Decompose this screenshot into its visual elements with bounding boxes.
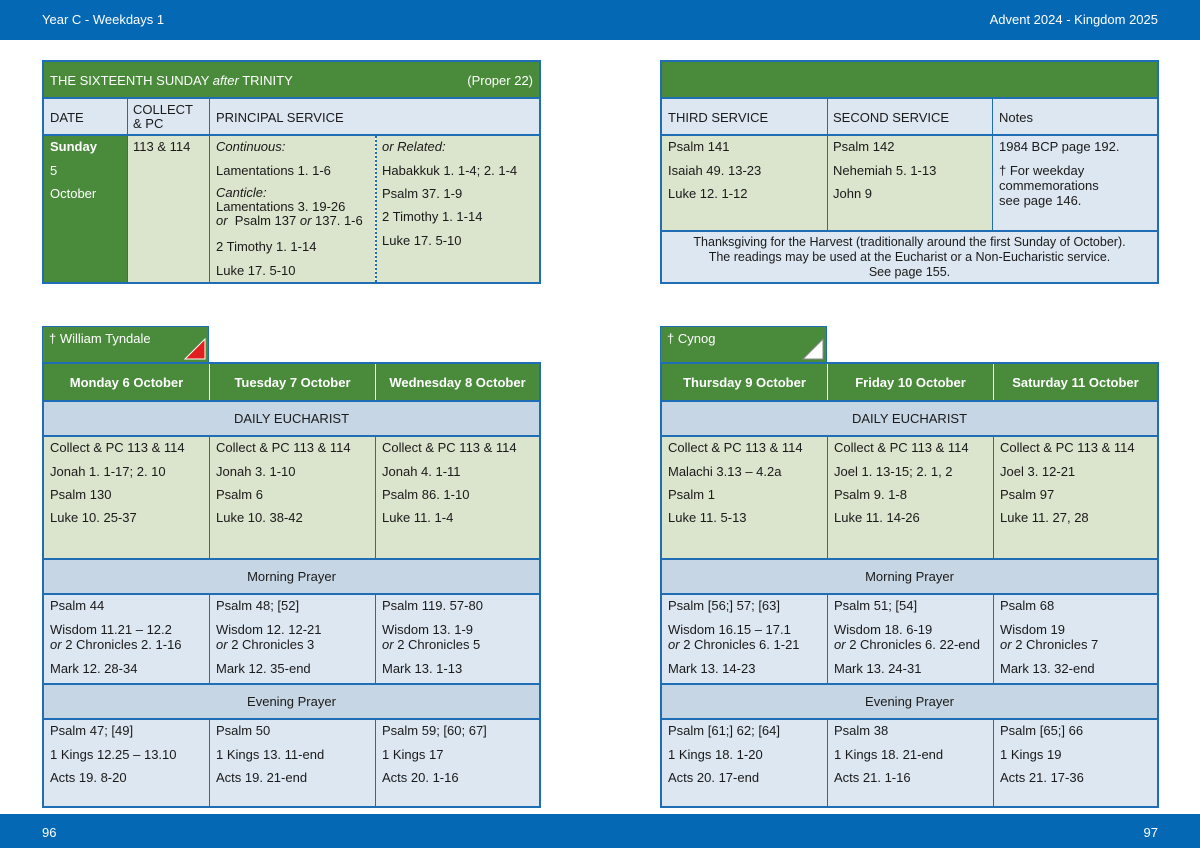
continuous-label: Continuous: bbox=[216, 139, 286, 154]
evening-tue-2: 1 Kings 13. 11-end bbox=[216, 747, 325, 762]
third-reading-3: Luke 12. 1-12 bbox=[668, 186, 748, 201]
continuous-reading-3: 2 Timothy 1. 1-14 bbox=[216, 239, 317, 254]
evening-mon-2: 1 Kings 12.25 – 13.10 bbox=[50, 747, 177, 762]
evening-prayer-label-right: Evening Prayer bbox=[662, 683, 1157, 720]
evening-mon-1: Psalm 47; [49] bbox=[50, 723, 134, 738]
page-footer bbox=[0, 814, 1200, 848]
or-1: or bbox=[216, 213, 228, 228]
eucharist-block-left bbox=[44, 437, 539, 558]
morning-thu-1: Psalm [56;] 57; [63] bbox=[668, 598, 781, 613]
morning-prayer-label-right: Morning Prayer bbox=[662, 558, 1157, 595]
morning-mon-3: 2 Chronicles 2. 1-16 bbox=[65, 637, 182, 652]
evening-prayer-label-left: Evening Prayer bbox=[44, 683, 539, 720]
morning-fri-3: 2 Chronicles 6. 22-end bbox=[849, 637, 980, 652]
evening-thu-1: Psalm [61;] 62; [64] bbox=[668, 723, 781, 738]
sunday-collect-cell bbox=[128, 136, 209, 282]
morning-sat-4: Mark 13. 32-end bbox=[1000, 661, 1095, 676]
morning-mon-2: Wisdom 11.21 – 12.2 bbox=[50, 622, 172, 637]
eucharist-mon-1: Collect & PC 113 & 114 bbox=[50, 440, 185, 455]
morning-tue-3: 2 Chronicles 3 bbox=[231, 637, 315, 652]
evening-wed-3: Acts 20. 1-16 bbox=[382, 770, 459, 785]
eucharist-sat-4: Luke 11. 27, 28 bbox=[1000, 510, 1089, 525]
evening-sat-2: 1 Kings 19 bbox=[1000, 747, 1062, 762]
third-service-header: THIRD SERVICE bbox=[668, 110, 769, 125]
evening-tue-3: Acts 19. 21-end bbox=[216, 770, 308, 785]
eucharist-wed-2: Jonah 4. 1-11 bbox=[382, 464, 461, 479]
notes-cell bbox=[993, 136, 1157, 230]
commemoration-tag-left bbox=[42, 326, 209, 363]
evening-fri-2: 1 Kings 18. 21-end bbox=[834, 747, 944, 762]
eucharist-sat-1: Collect & PC 113 & 114 bbox=[1000, 440, 1135, 455]
day-header-saturday: Saturday 11 October bbox=[1012, 374, 1139, 390]
eucharist-mon-4: Luke 10. 25-37 bbox=[50, 510, 137, 525]
canticle-label: Canticle: bbox=[216, 185, 267, 200]
morning-fri-2: Wisdom 18. 6-19 bbox=[834, 622, 933, 637]
morning-mon-4: Mark 12. 28-34 bbox=[50, 661, 138, 676]
evening-sat-1: Psalm [65;] 66 bbox=[1000, 723, 1084, 738]
morning-fri-or: or bbox=[834, 637, 846, 652]
related-reading-2: Psalm 37. 1-9 bbox=[382, 186, 463, 201]
morning-wed-2: Wisdom 13. 1-9 bbox=[382, 622, 474, 637]
eucharist-sat-3: Psalm 97 bbox=[1000, 487, 1055, 502]
red-triangle-icon bbox=[184, 338, 206, 360]
eucharist-mon-3: Psalm 130 bbox=[50, 487, 112, 502]
related-label: or Related: bbox=[382, 139, 446, 154]
commemoration-tag-right bbox=[660, 326, 827, 363]
sunday-title-after: after bbox=[212, 73, 239, 88]
morning-block-right bbox=[662, 595, 1157, 683]
sunday-title-bar bbox=[44, 62, 539, 97]
eucharist-fri-2: Joel 1. 13-15; 2. 1, 2 bbox=[834, 464, 953, 479]
psalm-alt: Psalm 137 bbox=[234, 213, 297, 228]
continuous-reading-4: Luke 17. 5-10 bbox=[216, 263, 296, 278]
white-triangle-icon bbox=[802, 338, 824, 360]
second-reading-1: Psalm 142 bbox=[833, 139, 895, 154]
morning-mon-1: Psalm 44 bbox=[50, 598, 105, 613]
evening-block-right bbox=[662, 720, 1157, 806]
notes-line-4: see page 146. bbox=[999, 193, 1082, 208]
daily-eucharist-label-left: DAILY EUCHARIST bbox=[44, 400, 539, 437]
related-reading-4: Luke 17. 5-10 bbox=[382, 233, 462, 248]
morning-mon-or: or bbox=[50, 637, 62, 652]
eucharist-thu-1: Collect & PC 113 & 114 bbox=[668, 440, 803, 455]
header-left: Year C - Weekdays 1 bbox=[42, 12, 165, 27]
eucharist-tue-3: Psalm 6 bbox=[216, 487, 263, 502]
eucharist-tue-1: Collect & PC 113 & 114 bbox=[216, 440, 351, 455]
evening-wed-1: Psalm 59; [60; 67] bbox=[382, 723, 487, 738]
proper-label: (Proper 22) bbox=[467, 73, 533, 88]
page-header bbox=[0, 0, 1200, 40]
sunday-right-table bbox=[660, 60, 1159, 284]
day-header-tuesday: Tuesday 7 October bbox=[234, 374, 351, 390]
page-number-left: 96 bbox=[42, 825, 57, 840]
eucharist-thu-3: Psalm 1 bbox=[668, 487, 715, 502]
morning-wed-3: 2 Chronicles 5 bbox=[397, 637, 481, 652]
day-header-monday: Monday 6 October bbox=[69, 374, 184, 390]
sunday-title: THE SIXTEENTH SUNDAY bbox=[50, 73, 210, 88]
morning-sat-2: Wisdom 19 bbox=[1000, 622, 1066, 637]
morning-thu-4: Mark 13. 14-23 bbox=[668, 661, 756, 676]
collect-header: COLLECT bbox=[133, 102, 193, 117]
second-service-header: SECOND SERVICE bbox=[833, 110, 950, 125]
eucharist-sat-2: Joel 3. 12-21 bbox=[1000, 464, 1076, 479]
or-2: or bbox=[299, 213, 312, 228]
evening-thu-2: 1 Kings 18. 1-20 bbox=[668, 747, 763, 762]
related-reading-3: 2 Timothy 1. 1-14 bbox=[382, 209, 483, 224]
morning-thu-or: or bbox=[668, 637, 680, 652]
morning-sat-1: Psalm 68 bbox=[1000, 598, 1055, 613]
eucharist-wed-3: Psalm 86. 1-10 bbox=[382, 487, 470, 502]
morning-prayer-label-left: Morning Prayer bbox=[44, 558, 539, 595]
morning-wed-or: or bbox=[382, 637, 394, 652]
sunday-title-end: TRINITY bbox=[242, 73, 293, 88]
morning-thu-2: Wisdom 16.15 – 17.1 bbox=[668, 622, 791, 637]
sunday-header-row bbox=[44, 99, 539, 134]
harvest-line-2: The readings may be used at the Eucharist or a Non-Eucharistic service. bbox=[708, 250, 1111, 264]
date-header: DATE bbox=[50, 110, 84, 125]
morning-fri-4: Mark 13. 24-31 bbox=[834, 661, 922, 676]
morning-tue-1: Psalm 48; [52] bbox=[216, 598, 300, 613]
eucharist-thu-2: Malachi 3.13 – 4.2a bbox=[668, 464, 782, 479]
morning-tue-or: or bbox=[216, 637, 228, 652]
second-service-cell bbox=[828, 136, 992, 230]
eucharist-tue-2: Jonah 3. 1-10 bbox=[216, 464, 296, 479]
eucharist-tue-4: Luke 10. 38-42 bbox=[216, 510, 303, 525]
notes-line-1: 1984 BCP page 192. bbox=[999, 139, 1120, 154]
collect-value: 113 & 114 bbox=[133, 139, 191, 154]
evening-mon-3: Acts 19. 8-20 bbox=[50, 770, 127, 785]
week-table-left bbox=[42, 362, 541, 808]
evening-block-left bbox=[44, 720, 539, 806]
second-reading-2: Nehemiah 5. 1-13 bbox=[833, 163, 937, 178]
related-reading-1: Habakkuk 1. 1-4; 2. 1-4 bbox=[382, 163, 518, 178]
continuous-cell bbox=[210, 136, 375, 282]
third-service-cell bbox=[662, 136, 827, 230]
canticle-reading: Lamentations 3. 19-26 bbox=[216, 199, 346, 214]
collect-header-2: & PC bbox=[133, 116, 164, 131]
evening-sat-3: Acts 21. 17-36 bbox=[1000, 770, 1084, 785]
principal-header: PRINCIPAL SERVICE bbox=[216, 110, 344, 125]
eucharist-block-right bbox=[662, 437, 1157, 558]
day-header-friday: Friday 10 October bbox=[855, 374, 966, 390]
evening-fri-3: Acts 21. 1-16 bbox=[834, 770, 911, 785]
harvest-note bbox=[662, 232, 1157, 282]
continuous-reading-1: Lamentations 1. 1-6 bbox=[216, 163, 331, 178]
eucharist-wed-4: Luke 11. 1-4 bbox=[382, 510, 454, 525]
date-month: October bbox=[50, 186, 97, 201]
sunday-date-cell bbox=[44, 136, 127, 282]
date-day: Sunday bbox=[50, 139, 97, 154]
harvest-line-3: See page 155. bbox=[868, 265, 951, 279]
eucharist-wed-1: Collect & PC 113 & 114 bbox=[382, 440, 517, 455]
evening-tue-1: Psalm 50 bbox=[216, 723, 271, 738]
week-table-right bbox=[660, 362, 1159, 808]
sunday-right-header-row bbox=[662, 99, 1157, 134]
day-header-wednesday: Wednesday 8 October bbox=[389, 374, 526, 390]
third-reading-1: Psalm 141 bbox=[668, 139, 730, 154]
third-reading-2: Isaiah 49. 13-23 bbox=[668, 163, 762, 178]
commemoration-right: † Cynog bbox=[667, 331, 716, 346]
sunday-right-title-bar bbox=[662, 62, 1157, 97]
morning-wed-1: Psalm 119. 57-80 bbox=[382, 598, 483, 613]
harvest-line-1: Thanksgiving for the Harvest (traditionally around the first Sunday of October). bbox=[693, 235, 1126, 249]
notes-line-2: † For weekday bbox=[999, 163, 1085, 178]
notes-header: Notes bbox=[999, 110, 1033, 125]
eucharist-fri-3: Psalm 9. 1-8 bbox=[834, 487, 907, 502]
notes-line-3: commemorations bbox=[999, 178, 1099, 193]
date-number: 5 bbox=[50, 163, 58, 178]
evening-thu-3: Acts 20. 17-end bbox=[668, 770, 760, 785]
morning-tue-4: Mark 12. 35-end bbox=[216, 661, 311, 676]
eucharist-mon-2: Jonah 1. 1-17; 2. 10 bbox=[50, 464, 166, 479]
morning-thu-3: 2 Chronicles 6. 1-21 bbox=[683, 637, 800, 652]
day-header-thursday: Thursday 9 October bbox=[683, 374, 806, 390]
header-right: Advent 2024 - Kingdom 2025 bbox=[989, 12, 1158, 27]
evening-wed-2: 1 Kings 17 bbox=[382, 747, 444, 762]
psalm-alt-2: 137. 1-6 bbox=[315, 213, 363, 228]
eucharist-thu-4: Luke 11. 5-13 bbox=[668, 510, 747, 525]
second-reading-3: John 9 bbox=[833, 186, 873, 201]
page-number-right: 97 bbox=[1143, 825, 1158, 840]
commemoration-left: † William Tyndale bbox=[49, 331, 151, 346]
eucharist-fri-1: Collect & PC 113 & 114 bbox=[834, 440, 969, 455]
morning-fri-1: Psalm 51; [54] bbox=[834, 598, 918, 613]
sunday-table bbox=[42, 60, 541, 284]
morning-sat-or: or bbox=[1000, 637, 1012, 652]
morning-block-left bbox=[44, 595, 539, 683]
day-header-row-left bbox=[44, 364, 539, 400]
related-cell bbox=[376, 136, 539, 282]
daily-eucharist-label-right: DAILY EUCHARIST bbox=[662, 400, 1157, 437]
morning-sat-3: 2 Chronicles 7 bbox=[1015, 637, 1099, 652]
eucharist-fri-4: Luke 11. 14-26 bbox=[834, 510, 920, 525]
morning-tue-2: Wisdom 12. 12-21 bbox=[216, 622, 322, 637]
day-header-row-right bbox=[662, 364, 1157, 400]
morning-wed-4: Mark 13. 1-13 bbox=[382, 661, 463, 676]
evening-fri-1: Psalm 38 bbox=[834, 723, 889, 738]
